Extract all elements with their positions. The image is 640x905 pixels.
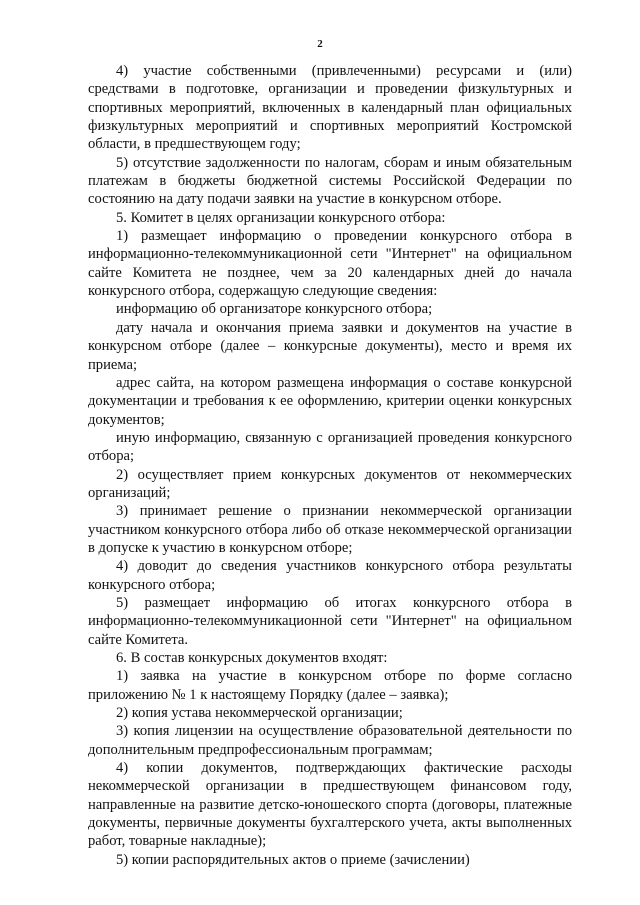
paragraph: 6. В состав конкурсных документов входят: [116,650,388,666]
page-number: 2 [317,38,323,50]
paragraph: 5) копии распорядительных актов о приеме (зачислении) [116,851,470,868]
paragraph: 3) копия лицензии на осуществление образовательной деятельности по дополнительным предпрофессиональным программам; [88,723,572,758]
paragraph: 5. Комитет в целях организации конкурсного отбора: [116,209,446,226]
paragraph: 5) размещает информацию об итогах конкурсного отбора в информационно-телекоммуникационной сети "Интернет" на официальном сайте Комитета. [88,594,572,648]
paragraph: 2) копия устава некоммерческой организации; [116,705,403,722]
paragraph: 4) доводит до сведения участников конкурсного отбора результаты конкурсного отбора; [88,558,572,593]
paragraph: 1) размещает информацию о проведении конкурсного отбора в информационно-телекоммуникационной сети "Интернет" на официальном сайте Комитета не позднее, чем за 20 календарных дней до начала конкурсного отбора, содержащую следующие сведения: [88,228,572,300]
paragraph: иную информацию, связанную с организацией проведения конкурсного отбора; [88,429,572,465]
paragraph: 3) принимает решение о признании некоммерческой организации участником конкурсного отбора либо об отказе некоммерческой организации в допуске к участию в конкурсном отборе; [88,503,572,556]
paragraph: 4) копии документов, подтверждающих фактические расходы некоммерческой организации в предшествующем финансовом году, направленные на развитие детско-юношеского спорта (договоры, платежные документы, первичные документы бухгалтерского учета, акты выполненных работ, товарные накладные); [88,760,572,850]
paragraph: 4) участие собственными (привлеченными) ресурсами и (или) средствами в подготовке, организации и проведении физкультурных и спортивных мероприятий, включенных в календарный план официальных физкультурных мероприятий и спортивных мероприятий Костромской области, в предшествующем году; [88,63,572,153]
paragraph: 5) отсутствие задолженности по налогам, сборам и иным обязательным платежам в бюджеты бюджетной системы Российской Федерации по состоянию на дату подачи заявки на участие в конкурсном отборе. [88,154,572,208]
paragraph: адрес сайта, на котором размещена информация о составе конкурсной документации и требования к ее оформлению, критерии оценки конкурсных документов; [88,374,572,428]
paragraph: дату начала и окончания приема заявки и документов на участие в конкурсном отборе (далее – конкурсные документы), место и время их приема; [88,319,572,373]
paragraph: 1) заявка на участие в конкурсном отборе по форме согласно приложению № 1 к настоящему Порядку (далее – заявка); [88,668,572,703]
paragraph: информацию об организаторе конкурсного отбора; [116,301,433,318]
document-body [88,62,572,869]
paragraph: 2) осуществляет прием конкурсных документов от некоммерческих организаций; [88,466,572,501]
